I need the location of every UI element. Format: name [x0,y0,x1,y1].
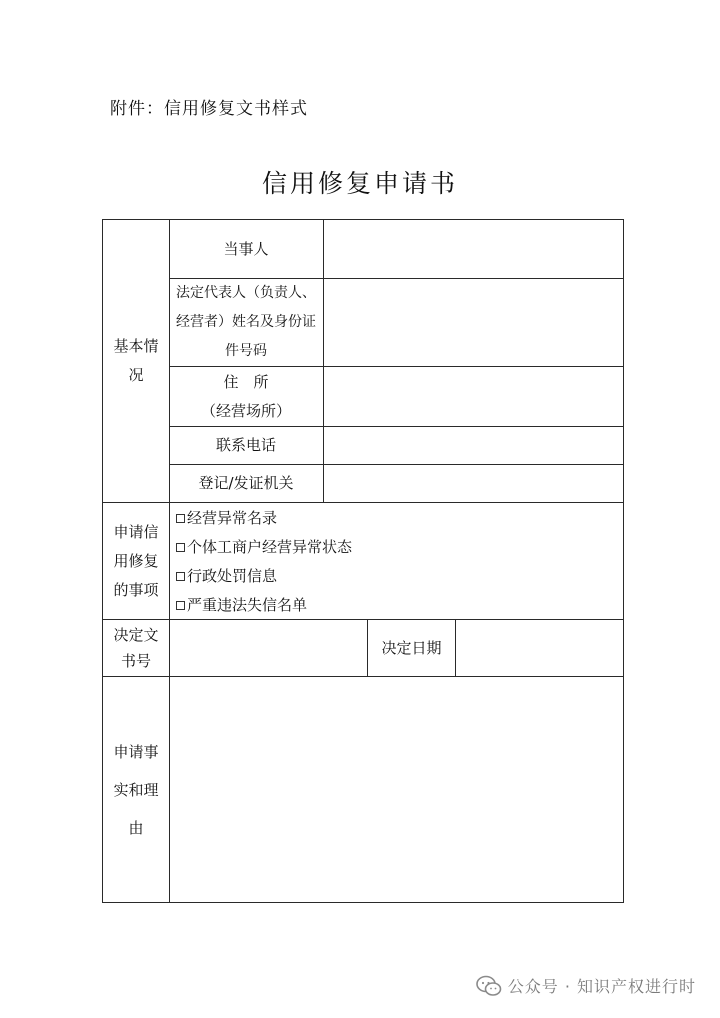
repair-items-line3: 的事项 [113,580,159,599]
basic-info-label [103,220,169,502]
registration-field[interactable] [324,465,624,502]
page-title: 信用修复申请书 [261,169,458,198]
repair-items-line2: 用修复 [113,551,159,570]
repair-items-line1: 申请信 [113,522,159,541]
option-individual-abnormal[interactable] [176,533,352,562]
decision-doc-no-line2: 书号 [120,652,151,670]
legal-rep-field[interactable] [324,279,624,366]
checkbox-icon[interactable] [176,572,185,581]
address-label [169,367,323,426]
party-label: 当事人 [223,239,269,258]
decision-date-label: 决定日期 [381,638,442,657]
repair-items-options [176,504,352,620]
decision-doc-no-label [103,620,169,676]
repair-items-label [103,503,169,619]
basic-info-label-line1: 基本情 [113,337,159,355]
party-field[interactable] [324,220,624,278]
legal-rep-label [169,279,323,366]
decision-date-field[interactable] [456,620,624,676]
option-admin-penalty[interactable] [176,562,352,591]
option-label: 严重违法失信名单 [187,596,308,614]
legal-rep-line1: 法定代表人（负责人、 [176,285,316,301]
option-label: 行政处罚信息 [187,567,278,585]
option-serious-violation[interactable] [176,591,352,620]
option-label: 经营异常名录 [187,509,278,527]
watermark-text: 公众号 · 知识产权进行时 [507,977,696,996]
address-line1: 住 所 [223,372,269,391]
watermark [476,974,696,997]
option-abnormal-list[interactable] [176,504,352,533]
checkbox-icon[interactable] [176,514,185,523]
decision-doc-no-line1: 决定文 [113,626,159,644]
reason-line2: 实和理 [113,780,159,799]
phone-label: 联系电话 [215,436,276,454]
legal-rep-line3: 件号码 [225,343,267,359]
decision-doc-no-field[interactable] [170,620,367,676]
address-field[interactable] [324,367,624,426]
option-label: 个体工商户经营异常状态 [187,538,353,556]
checkbox-icon[interactable] [176,543,185,552]
phone-field[interactable] [324,427,624,464]
attachment-label: 附件：信用修复文书样式 [110,99,308,119]
address-line2: （经营场所） [200,401,291,420]
registration-label: 登记/发证机关 [198,474,294,492]
reason-field[interactable] [170,677,624,902]
legal-rep-line2: 经营者）姓名及身份证 [176,314,316,330]
wechat-icon [476,975,502,997]
reason-line1: 申请事 [113,742,159,761]
checkbox-icon[interactable] [176,601,185,610]
reason-label [103,677,169,902]
basic-info-label-line2: 况 [128,366,144,384]
reason-line3: 由 [128,818,144,837]
